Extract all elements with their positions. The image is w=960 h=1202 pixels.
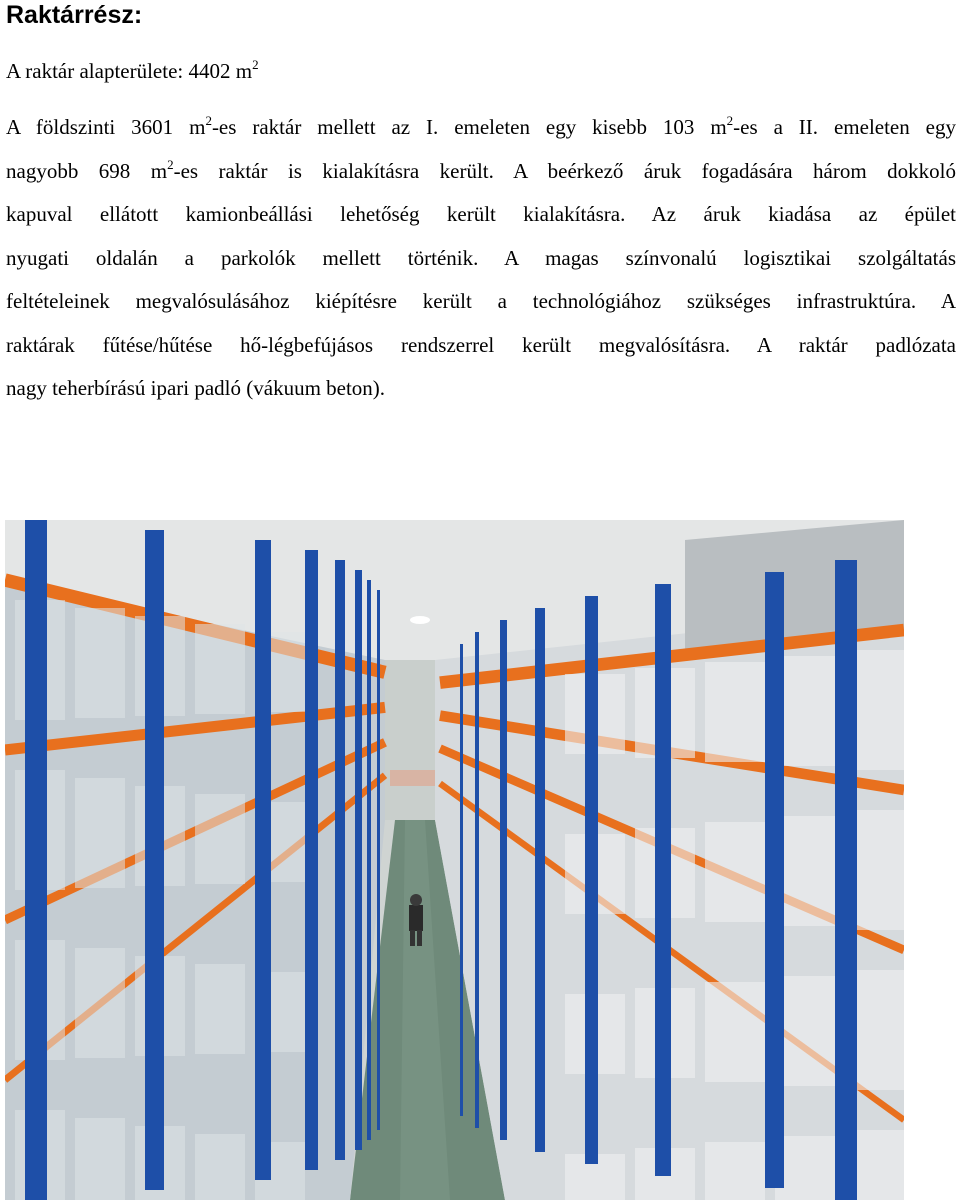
text-line: raktárak fűtése/hűtése hő-légbefújásos rendszerrel került megvalósításra. A raktár padlózata <box>6 332 956 357</box>
text-line: feltételeinek megvalósulásához kiépítésre került a technológiához szükséges infrastruktúra. A <box>6 289 956 313</box>
description-paragraph <box>6 106 956 411</box>
warehouse-aisle-photo <box>5 520 904 1200</box>
text-line: nagyobb 698 $m^2-es$ raktár is kialakításra került. A beérkező áruk fogadására három dokkoló <box>6 156 956 183</box>
text-line: A földszinti 3601 $m^2-es$ raktár mellett az I. emeleten egy kisebb 103 $m^2-es$ a II. emeleten egy <box>6 113 956 139</box>
text-line: nagy teherbírású ipari padló (vákuum beton). <box>6 376 386 400</box>
text-line: kapuval ellátott kamionbeállási lehetőség került kialakításra. Az áruk kiadása az épület <box>6 202 956 226</box>
section-heading: Raktárrész: <box>6 1 143 29</box>
text-line: nyugati oldalán a parkolók mellett történik. A magas színvonalú logisztikai szolgáltatás <box>6 245 956 270</box>
area-paragraph: A raktár alapterülete: 4402 $m^2$ <box>6 57 259 83</box>
